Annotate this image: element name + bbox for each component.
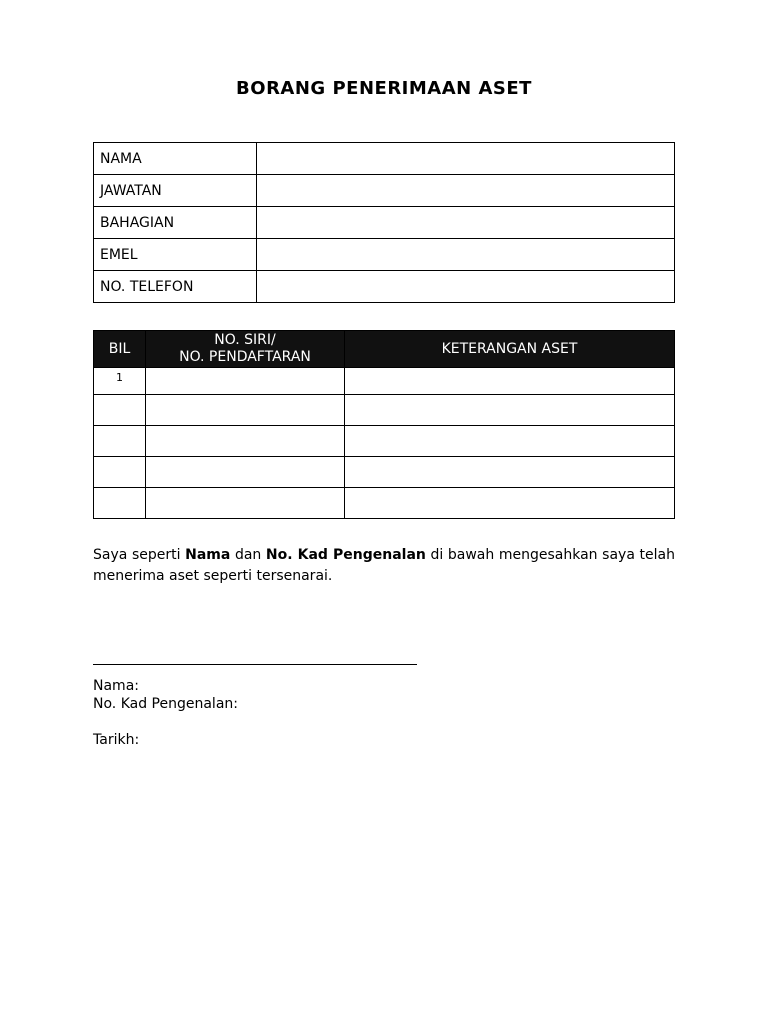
cell-keterangan[interactable] [345,395,675,426]
cell-keterangan[interactable] [345,457,675,488]
header-no-siri-line2: NO. PENDAFTARAN [179,349,311,365]
cell-keterangan[interactable] [345,426,675,457]
info-value-field[interactable] [257,207,675,239]
info-label: JAWATAN [94,175,257,207]
info-row-jawatan [94,175,675,207]
table-row [94,368,675,395]
cell-bil[interactable] [94,488,146,519]
declaration-paragraph [93,545,675,587]
cell-no-siri[interactable] [146,368,345,395]
cell-keterangan[interactable] [345,368,675,395]
info-value-field[interactable] [257,143,675,175]
cell-bil[interactable]: 1 [94,368,146,395]
table-row [94,488,675,519]
signature-tarikh-label: Tarikh: [93,732,140,748]
signature-nama-label: Nama: [93,678,139,694]
cell-bil[interactable] [94,395,146,426]
declaration-text: dan [230,547,266,563]
asset-table [93,330,675,519]
form-title: BORANG PENERIMAAN ASET [236,78,532,99]
info-value-field[interactable] [257,175,675,207]
cell-keterangan[interactable] [345,488,675,519]
declaration-text: Saya seperti [93,547,186,563]
info-row-nama [94,143,675,175]
cell-no-siri[interactable] [146,426,345,457]
declaration-bold-ic: No. Kad Pengenalan [265,547,426,563]
info-label: EMEL [94,239,257,271]
declaration-bold-nama: Nama [185,547,231,563]
info-label: BAHAGIAN [94,207,257,239]
signature-line[interactable] [93,664,417,665]
signature-ic-label: No. Kad Pengenalan: [93,696,238,712]
info-row-emel [94,239,675,271]
cell-bil[interactable] [94,457,146,488]
header-keterangan-aset: KETERANGAN ASET [345,331,675,368]
info-value-field[interactable] [257,271,675,303]
info-label: NAMA [94,143,257,175]
cell-no-siri[interactable] [146,395,345,426]
cell-bil[interactable] [94,426,146,457]
table-row [94,457,675,488]
cell-no-siri[interactable] [146,488,345,519]
info-value-field[interactable] [257,239,675,271]
personal-info-table [93,142,675,303]
table-row [94,426,675,457]
declaration-text: di bawah mengesahkan saya telah menerima aset seperti tersenarai. [93,547,675,584]
header-no-siri-line1: NO. SIRI/ [214,332,276,348]
asset-table-header [94,331,675,368]
info-row-bahagian [94,207,675,239]
info-row-telefon [94,271,675,303]
cell-no-siri[interactable] [146,457,345,488]
header-bil: BIL [94,331,146,368]
info-label: NO. TELEFON [94,271,257,303]
header-no-siri [146,331,345,368]
table-row [94,395,675,426]
